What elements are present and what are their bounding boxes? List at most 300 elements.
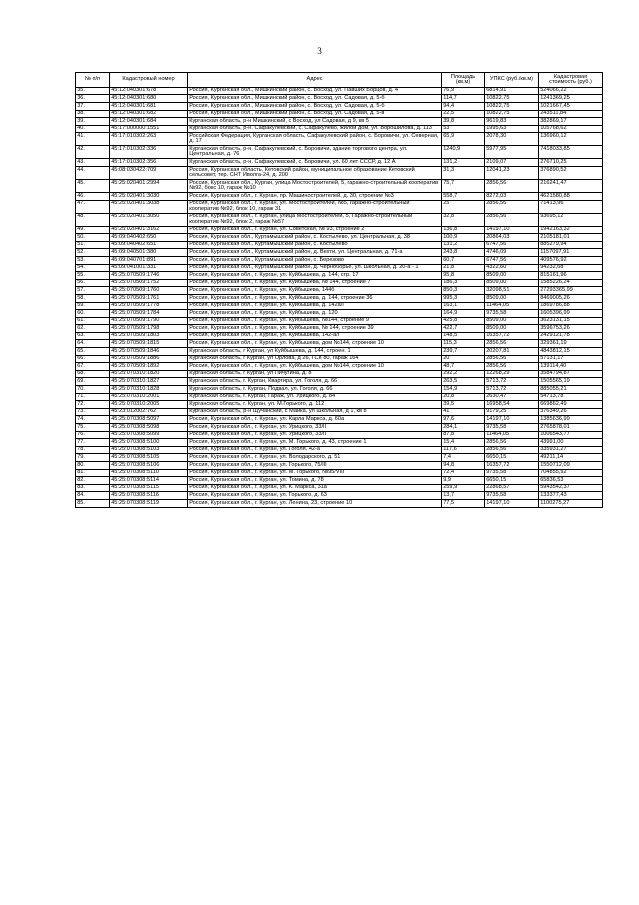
upks-cell: 2078,30: [485, 133, 539, 146]
area-cell: 131,2: [442, 241, 485, 249]
cadastral-value-cell: 4843812,15: [539, 348, 603, 356]
area-cell: 65,9: [442, 133, 485, 146]
area-cell: 32,8: [442, 213, 485, 226]
row-number-cell: 41.: [76, 133, 110, 146]
header-area: Площадь (кв.м): [442, 73, 485, 88]
upks-cell: 6814,91: [485, 87, 539, 95]
table-row: [76, 408, 603, 416]
cadastral-value-cell: 8469005,26: [539, 294, 603, 302]
area-cell: 263,5: [442, 378, 485, 386]
address-cell: Россия, Курганская обл., г. Курган, ул. Володарского, д. 51: [188, 454, 442, 462]
address-cell: Россия, Курганская обл., г. Курган, ул. М. Горького, №95/VIII: [188, 469, 442, 477]
cadastral-number-cell: 45:08:030422:709: [110, 166, 188, 179]
cadastral-value-cell: 329361,19: [539, 340, 603, 348]
cadastral-number-cell: 45:25:020401:2994: [110, 179, 188, 192]
cadastral-value-table: [75, 72, 603, 508]
upks-cell: 1995,63: [485, 125, 539, 133]
upks-cell: 14197,10: [485, 499, 539, 507]
upks-cell: 8272,03: [485, 192, 539, 200]
row-number-cell: 81.: [76, 469, 110, 477]
address-cell: Курганская область, г Курган, ул Пичугина, д. 8: [188, 370, 442, 378]
table-row: [76, 226, 603, 234]
cadastral-value-cell: 133377,43: [539, 492, 603, 500]
table-row: [76, 325, 603, 333]
upks-cell: 8509,00: [485, 272, 539, 280]
address-cell: Россия, Курганская обл., г. Курган, ул. Куйбышева, № 144, строение 7: [188, 279, 442, 287]
row-number-cell: 38.: [76, 110, 110, 118]
address-cell: Россия, Курганская обл., г. Курган, ул. Урицкого, 33/II: [188, 431, 442, 439]
cadastral-number-cell: 45:09:040501:380: [110, 249, 188, 257]
cadastral-number-cell: 45:25:020401:3050: [110, 213, 188, 226]
cadastral-value-cell: 276710,25: [539, 159, 603, 167]
table-row: [76, 159, 603, 167]
table-row: [76, 469, 603, 477]
address-cell: Курганская область, г. Курган, Квартира, ул. Гоголя, д. 66: [188, 378, 442, 386]
upks-cell: 32098,51: [485, 287, 539, 295]
cadastral-number-cell: 45:17:010302:356: [110, 159, 188, 167]
address-cell: Россия, Курганская обл., Курган, улица Мостостроителей, 5, гаражно-строительный кооператив №92, бокс 10, гараж №10: [188, 179, 442, 192]
area-cell: 1240,9: [442, 146, 485, 159]
cadastral-number-cell: 45:25:070308:5103: [110, 446, 188, 454]
upks-cell: 6747,56: [485, 256, 539, 264]
row-number-cell: 60.: [76, 310, 110, 318]
upks-cell: 2630,47: [485, 393, 539, 401]
table-row: [76, 416, 603, 424]
address-cell: Россия, Курганская обл., Куртамышский район, д. Черноборье, ул. Школьная, д. 20-а - 1: [188, 264, 442, 272]
upks-cell: 2856,56: [485, 439, 539, 447]
cadastral-number-cell: 45:25:070509:1778: [110, 302, 188, 310]
area-cell: 72,4: [442, 469, 485, 477]
table-row: [76, 103, 603, 111]
area-cell: 25: [442, 200, 485, 213]
cadastral-number-cell: 45:25:070308:5106: [110, 461, 188, 469]
cadastral-number-cell: 45:25:070509:1752: [110, 279, 188, 287]
table-row: [76, 332, 603, 340]
cadastral-number-cell: 45:12:040301:684: [110, 118, 188, 126]
upks-cell: 12268,29: [485, 370, 539, 378]
area-cell: 87,8: [442, 431, 485, 439]
address-cell: Россия, Курганская обл., г. Курган, ул. Урицкого, 33/II: [188, 424, 442, 432]
cadastral-number-cell: 45:25:070509:1798: [110, 325, 188, 333]
cadastral-value-cell: 1942163,32: [539, 226, 603, 234]
area-cell: 48,7: [442, 363, 485, 371]
cadastral-number-cell: 45:12:040301:678: [110, 87, 188, 95]
cadastral-number-cell: 45:25:070308:5119: [110, 499, 188, 507]
header-cadastral-value: Кадастровая стоимость (руб.): [539, 73, 603, 88]
address-cell: Россия, Курганская обл., г. Курган, ул. Куйбышева, №144, строение 9: [188, 317, 442, 325]
address-cell: Россия, Курганская обл., г. Курган, ул. Советская, № 93, строение 2: [188, 226, 442, 234]
area-cell: 77,5: [442, 499, 485, 507]
area-cell: 186,3: [442, 279, 485, 287]
cadastral-value-cell: 1869786,88: [539, 302, 603, 310]
upks-cell: 2109,07: [485, 159, 539, 167]
cadastral-value-cell: 3584794,87: [539, 370, 603, 378]
cadastral-value-cell: 1385636,99: [539, 416, 603, 424]
cadastral-number-cell: 45:25:020401:3038: [110, 200, 188, 213]
table-row: [76, 95, 603, 103]
table-row: [76, 87, 603, 95]
address-cell: Курганская область, р-н Мишкинский, с Восход, ул Садовая, д 9, кв 5: [188, 118, 442, 126]
table-row: [76, 461, 603, 469]
table-row: [76, 133, 603, 146]
upks-cell: 2856,56: [485, 355, 539, 363]
row-number-cell: 49.: [76, 226, 110, 234]
cadastral-number-cell: 45:25:070509:1761: [110, 294, 188, 302]
area-cell: 114,7: [442, 95, 485, 103]
table-row: [76, 213, 603, 226]
upks-cell: 8509,00: [485, 325, 539, 333]
upks-cell: 6650,15: [485, 454, 539, 462]
cadastral-value-cell: 7418033,85: [539, 146, 603, 159]
table-row: [76, 355, 603, 363]
cadastral-number-cell: 45:25:070308:5115: [110, 484, 188, 492]
upks-cell: 2856,56: [485, 213, 539, 226]
address-cell: Россия, Курганская обл., г. Курган, ул. Куйбышева, 144б: [188, 287, 442, 295]
table-row: [76, 424, 603, 432]
cadastral-value-cell: 2429121,78: [539, 332, 603, 340]
address-cell: Курганская область, р-н. Сафакулевский, с. Боровичи, здание торгового центра, ул. Центральная, д. 76: [188, 146, 442, 159]
cadastral-value-cell: 136960,12: [539, 133, 603, 146]
table-row: [76, 192, 603, 200]
table-header-row: [76, 73, 603, 88]
page-number: 3: [317, 46, 322, 56]
cadastral-value-cell: 885279,94: [539, 241, 603, 249]
row-number-cell: 51.: [76, 241, 110, 249]
row-number-cell: 58.: [76, 294, 110, 302]
cadastral-number-cell: 45:25:070308:5099: [110, 431, 188, 439]
address-cell: Россия, Курганская область, Кетовский район, муниципальное образование Кетовский сельсовет, тер. СНТ Иволга-24, д. 200: [188, 166, 442, 179]
area-cell: 21,8: [442, 264, 485, 272]
address-cell: Россия, Курганская обл., г. Курган, ул. Куйбышева, д. 120: [188, 310, 442, 318]
address-cell: Россия, Курганская обл., г. Курган, ул. Куйбышева, № 144, строение 39: [188, 325, 442, 333]
table-row: [76, 294, 603, 302]
table-row: [76, 348, 603, 356]
area-cell: 154,9: [442, 386, 485, 394]
row-number-cell: 85.: [76, 499, 110, 507]
area-cell: 148,5: [442, 332, 485, 340]
row-number-cell: 59.: [76, 302, 110, 310]
address-cell: Россия, Курганская обл., г. Курган, ул. Горького, 75/III: [188, 461, 442, 469]
table-row: [76, 401, 603, 409]
area-cell: 100,9: [442, 234, 485, 242]
cadastral-number-cell: 45:25:070308:5116: [110, 492, 188, 500]
cadastral-value-cell: 105768,62: [539, 125, 603, 133]
row-number-cell: 77.: [76, 439, 110, 447]
address-cell: Россия, Курганская обл., Мишкинский район, с. Восход, ул. Садовая, д. 5-б: [188, 95, 442, 103]
table-row: [76, 386, 603, 394]
upks-cell: 2856,56: [485, 363, 539, 371]
area-cell: 41: [442, 408, 485, 416]
row-number-cell: 71.: [76, 393, 110, 401]
address-cell: Курганская область, г. Курган, Подвал, ул. Гоголя, д. 66: [188, 386, 442, 394]
cadastral-value-cell: 524066,22: [539, 87, 603, 95]
header-cadastral-number: Кадастровый номер: [110, 73, 188, 88]
upks-cell: 9735,58: [485, 469, 539, 477]
table-row: [76, 256, 603, 264]
address-cell: Курганская область, р-н. Сафакулевский, с. Боровичи, ул. 60 лет СССР, д. 12 А: [188, 159, 442, 167]
cadastral-number-cell: 45:25:070310:1827: [110, 378, 188, 386]
upks-cell: 2856,56: [485, 340, 539, 348]
area-cell: 7,4: [442, 454, 485, 462]
table-row: [76, 431, 603, 439]
table-row: [76, 302, 603, 310]
cadastral-value-cell: 815161,96: [539, 272, 603, 280]
row-number-cell: 79.: [76, 454, 110, 462]
row-number-cell: 50.: [76, 234, 110, 242]
table-row: [76, 340, 603, 348]
address-cell: Россия, Курганская обл., г. Курган, ул. Мостостроителей, №5, гаражно-строительный кооператив №92, блок 10, гараж 31: [188, 200, 442, 213]
area-cell: 31,3: [442, 166, 485, 179]
row-number-cell: 55.: [76, 272, 110, 280]
row-number-cell: 43.: [76, 159, 110, 167]
address-cell: Россия, Курганская обл., г. Курган, ул. Куйбышева, д. 142а/I: [188, 302, 442, 310]
table-row: [76, 272, 603, 280]
cadastral-number-cell: 45:09:040402:651: [110, 241, 188, 249]
cadastral-value-cell: 5943542,37: [539, 484, 603, 492]
table-row: [76, 499, 603, 507]
address-cell: Россия, Курганская обл., г. Курган, улица Мостостроителей, 5, Гаражно-строительный кооператив №92, блок 2, гараж №57: [188, 213, 442, 226]
area-cell: 117,6: [442, 446, 485, 454]
address-cell: Россия, Курганская обл., Мишкинский район, с. Восход, ул. Павших Борцов, д. 4: [188, 87, 442, 95]
table-row: [76, 125, 603, 133]
row-number-cell: 64.: [76, 340, 110, 348]
cadastral-value-cell: 382869,17: [539, 118, 603, 126]
cadastral-value-cell: 216241,47: [539, 179, 603, 192]
upks-cell: 4746,09: [485, 249, 539, 257]
area-cell: 9,9: [442, 477, 485, 485]
address-cell: Курганская область, р-н Щучанский, с Майка, ул Школьная, д 1, кв 8: [188, 408, 442, 416]
upks-cell: 5713,72: [485, 378, 539, 386]
address-cell: Россия, Курганская обл., г. Курган, ул. Куйбышева, дом №144, строение 10: [188, 340, 442, 348]
row-number-cell: 48.: [76, 213, 110, 226]
cadastral-value-cell: 1550712,09: [539, 461, 603, 469]
cadastral-number-cell: 45:25:070310:2005: [110, 401, 188, 409]
cadastral-number-cell: 45:25:070308:5105: [110, 454, 188, 462]
address-cell: Россия, Курганская обл., Куртамышский район, с. Костылево: [188, 241, 442, 249]
table-row: [76, 146, 603, 159]
cadastral-value-cell: 43991,00: [539, 439, 603, 447]
area-cell: 20,8: [442, 393, 485, 401]
row-number-cell: 44.: [76, 166, 110, 179]
area-cell: 292,2: [442, 370, 485, 378]
upks-cell: 2856,56: [485, 200, 539, 213]
cadastral-value-cell: 1021667,45: [539, 103, 603, 111]
cadastral-number-cell: 45:25:020401:3030: [110, 192, 188, 200]
table-row: [76, 264, 603, 272]
address-cell: Россия, Курганская обл., г. Курган, ул. Гоголя, 42-а: [188, 446, 442, 454]
address-cell: Российская Федерация, Курганская область, Сафакулевский район, с. Боровичи, ул. Северная, д. 17: [188, 133, 442, 146]
upks-cell: 5713,72: [485, 386, 539, 394]
area-cell: 164,9: [442, 310, 485, 318]
address-cell: Курганская область, р-н. Сафакулевский, с. Сафакулево, жилой дом, ул. Ворошилова, д. 113: [188, 125, 442, 133]
cadastral-value-cell: 1605396,99: [539, 310, 603, 318]
table-row: [76, 200, 603, 213]
row-number-cell: 82.: [76, 477, 110, 485]
row-number-cell: 62.: [76, 325, 110, 333]
upks-cell: 9735,58: [485, 492, 539, 500]
header-address: Адрес: [188, 73, 442, 88]
area-cell: 76,9: [442, 87, 485, 95]
cadastral-value-cell: 3596753,26: [539, 325, 603, 333]
address-cell: Россия, Курганская обл., г. Курган, ул. Томина, д. 78: [188, 477, 442, 485]
table-row: [76, 439, 603, 447]
row-number-cell: 80.: [76, 461, 110, 469]
upks-cell: 4322,60: [485, 264, 539, 272]
cadastral-value-cell: 49211,14: [539, 454, 603, 462]
cadastral-number-cell: 45:17:000000:1551: [110, 125, 188, 133]
upks-cell: 6650,15: [485, 477, 539, 485]
row-number-cell: 36.: [76, 95, 110, 103]
cadastral-number-cell: 45:25:070310:1828: [110, 386, 188, 394]
upks-cell: 22868,57: [485, 484, 539, 492]
area-cell: 22,5: [442, 110, 485, 118]
table-row: [76, 110, 603, 118]
cadastral-number-cell: 45:25:070509:1790: [110, 317, 188, 325]
area-cell: 558,7: [442, 192, 485, 200]
row-number-cell: 40.: [76, 125, 110, 133]
area-cell: 284,1: [442, 424, 485, 432]
table-row: [76, 454, 603, 462]
cadastral-number-cell: 45:25:070509:1846: [110, 348, 188, 356]
cadastral-number-cell: 45:25:070310:2001: [110, 393, 188, 401]
area-cell: 39,5: [442, 401, 485, 409]
cadastral-value-cell: 335931,27: [539, 446, 603, 454]
table-row: [76, 370, 603, 378]
cadastral-value-cell: 376890,52: [539, 166, 603, 179]
table-row: [76, 166, 603, 179]
table-row: [76, 363, 603, 371]
cadastral-number-cell: 45:25:070308:5100: [110, 439, 188, 447]
address-cell: Курганская область, г Курган, ул Куйбышева, д. 144, строен. 1: [188, 348, 442, 356]
row-number-cell: 65.: [76, 348, 110, 356]
row-number-cell: 47.: [76, 200, 110, 213]
upks-cell: 16958,54: [485, 401, 539, 409]
table-row: [76, 249, 603, 257]
table-row: [76, 378, 603, 386]
row-number-cell: 67.: [76, 363, 110, 371]
table-row: [76, 477, 603, 485]
upks-cell: 14197,10: [485, 416, 539, 424]
address-cell: Россия, Курганская обл., г. Курган, ул. Куйбышева, д. 144, стр. 17: [188, 272, 442, 280]
area-cell: 20: [442, 355, 485, 363]
address-cell: Россия, Курганская обл., г. Курган, ул. Куйбышева, дом №144, строение 10: [188, 363, 442, 371]
header-upks: УПКС (руб./кв.м): [485, 73, 539, 88]
area-cell: 131,2: [442, 159, 485, 167]
row-number-cell: 70.: [76, 386, 110, 394]
address-cell: Россия, Курганская обл., Куртамышский район, с. Костылево, ул. Центральная, д. 38: [188, 234, 442, 242]
cadastral-number-cell: 45:25:020401:3162: [110, 226, 188, 234]
area-cell: 422,7: [442, 325, 485, 333]
table-row: [76, 393, 603, 401]
row-number-cell: 56.: [76, 279, 110, 287]
upks-cell: 8509,00: [485, 317, 539, 325]
cadastral-number-cell: 45:12:040301:682: [110, 110, 188, 118]
address-cell: Россия, Курганская обл., г. Курган, ул. Куйбышева, 142-а/I: [188, 332, 442, 340]
upks-cell: 14197,10: [485, 226, 539, 234]
upks-cell: 9735,58: [485, 424, 539, 432]
cadastral-value-cell: 669862,49: [539, 401, 603, 409]
upks-cell: 16357,72: [485, 461, 539, 469]
area-cell: 995,3: [442, 294, 485, 302]
cadastral-number-cell: 45:25:070509:1803: [110, 332, 188, 340]
cadastral-number-cell: 45:25:070509:1815: [110, 340, 188, 348]
area-cell: 94,8: [442, 461, 485, 469]
upks-cell: 10822,75: [485, 95, 539, 103]
row-number-cell: 78.: [76, 446, 110, 454]
row-number-cell: 74.: [76, 416, 110, 424]
upks-cell: 10822,75: [485, 110, 539, 118]
cadastral-number-cell: 45:25:070308:5114: [110, 477, 188, 485]
table-row: [76, 492, 603, 500]
cadastral-value-cell: 704855,92: [539, 469, 603, 477]
cadastral-value-cell: 2105181,01: [539, 234, 603, 242]
area-cell: 97,6: [442, 416, 485, 424]
area-cell: 60,7: [442, 256, 485, 264]
row-number-cell: 66.: [76, 355, 110, 363]
area-cell: 39,8: [442, 118, 485, 126]
cadastral-value-cell: 1157097,91: [539, 249, 603, 257]
cadastral-number-cell: 45:25:070509:1784: [110, 310, 188, 318]
address-cell: Россия, Курганская обл., г. Курган, ул. Горького, д. 63: [188, 492, 442, 500]
row-number-cell: 68.: [76, 370, 110, 378]
cadastral-number-cell: 45:25:070509:1760: [110, 287, 188, 295]
row-number-cell: 53.: [76, 256, 110, 264]
area-cell: 53: [442, 125, 485, 133]
upks-cell: 5977,95: [485, 146, 539, 159]
address-cell: Россия, Курганская обл., г. Курган, ул. Куйбышева, д. 144, строение 36: [188, 294, 442, 302]
address-cell: Россия, Курганская обл., г. Курган, ул. Ленина, 23, строение 10: [188, 499, 442, 507]
table-row: [76, 484, 603, 492]
area-cell: 850,3: [442, 287, 485, 295]
table-row: [76, 241, 603, 249]
area-cell: 94,4: [442, 103, 485, 111]
row-number-cell: 39.: [76, 118, 110, 126]
table-row: [76, 279, 603, 287]
row-number-cell: 69.: [76, 378, 110, 386]
upks-cell: 8509,00: [485, 294, 539, 302]
row-number-cell: 54.: [76, 264, 110, 272]
area-cell: 425,8: [442, 317, 485, 325]
address-cell: Россия, Курганская обл., г. Курган, ул. К. Маркса, 31а: [188, 484, 442, 492]
row-number-cell: 37.: [76, 103, 110, 111]
cadastral-number-cell: 45:09:041001:331: [110, 264, 188, 272]
cadastral-value-cell: 93695,12: [539, 213, 603, 226]
address-cell: Курганская область, г. Курган, Гараж, ул. Урицкого, д. 84: [188, 393, 442, 401]
area-cell: 115,3: [442, 340, 485, 348]
cadastral-value-cell: 57131,17: [539, 355, 603, 363]
cadastral-value-cell: 1585226,24: [539, 279, 603, 287]
upks-cell: 6747,56: [485, 241, 539, 249]
upks-cell: 2856,56: [485, 446, 539, 454]
row-number-cell: 45.: [76, 179, 110, 192]
upks-cell: 12041,23: [485, 166, 539, 179]
cadastral-value-cell: 3623131,15: [539, 317, 603, 325]
cadastral-number-cell: 45:25:070308:5097: [110, 416, 188, 424]
cadastral-number-cell: 45:25:070509:1892: [110, 363, 188, 371]
cadastral-value-cell: 1100275,27: [539, 499, 603, 507]
upks-cell: 11464,05: [485, 302, 539, 310]
cadastral-number-cell: 45:25:070310:1820: [110, 370, 188, 378]
cadastral-number-cell: 45:09:040402:650: [110, 234, 188, 242]
row-number-cell: 61.: [76, 317, 110, 325]
address-cell: Россия, Курганская обл., Куртамышский район, с. Березово: [188, 256, 442, 264]
cadastral-value-cell: 27293365,99: [539, 287, 603, 295]
area-cell: 15,4: [442, 439, 485, 447]
row-number-cell: 35.: [76, 87, 110, 95]
cadastral-value-cell: 94232,68: [539, 264, 603, 272]
row-number-cell: 73.: [76, 408, 110, 416]
upks-cell: 20864,03: [485, 234, 539, 242]
